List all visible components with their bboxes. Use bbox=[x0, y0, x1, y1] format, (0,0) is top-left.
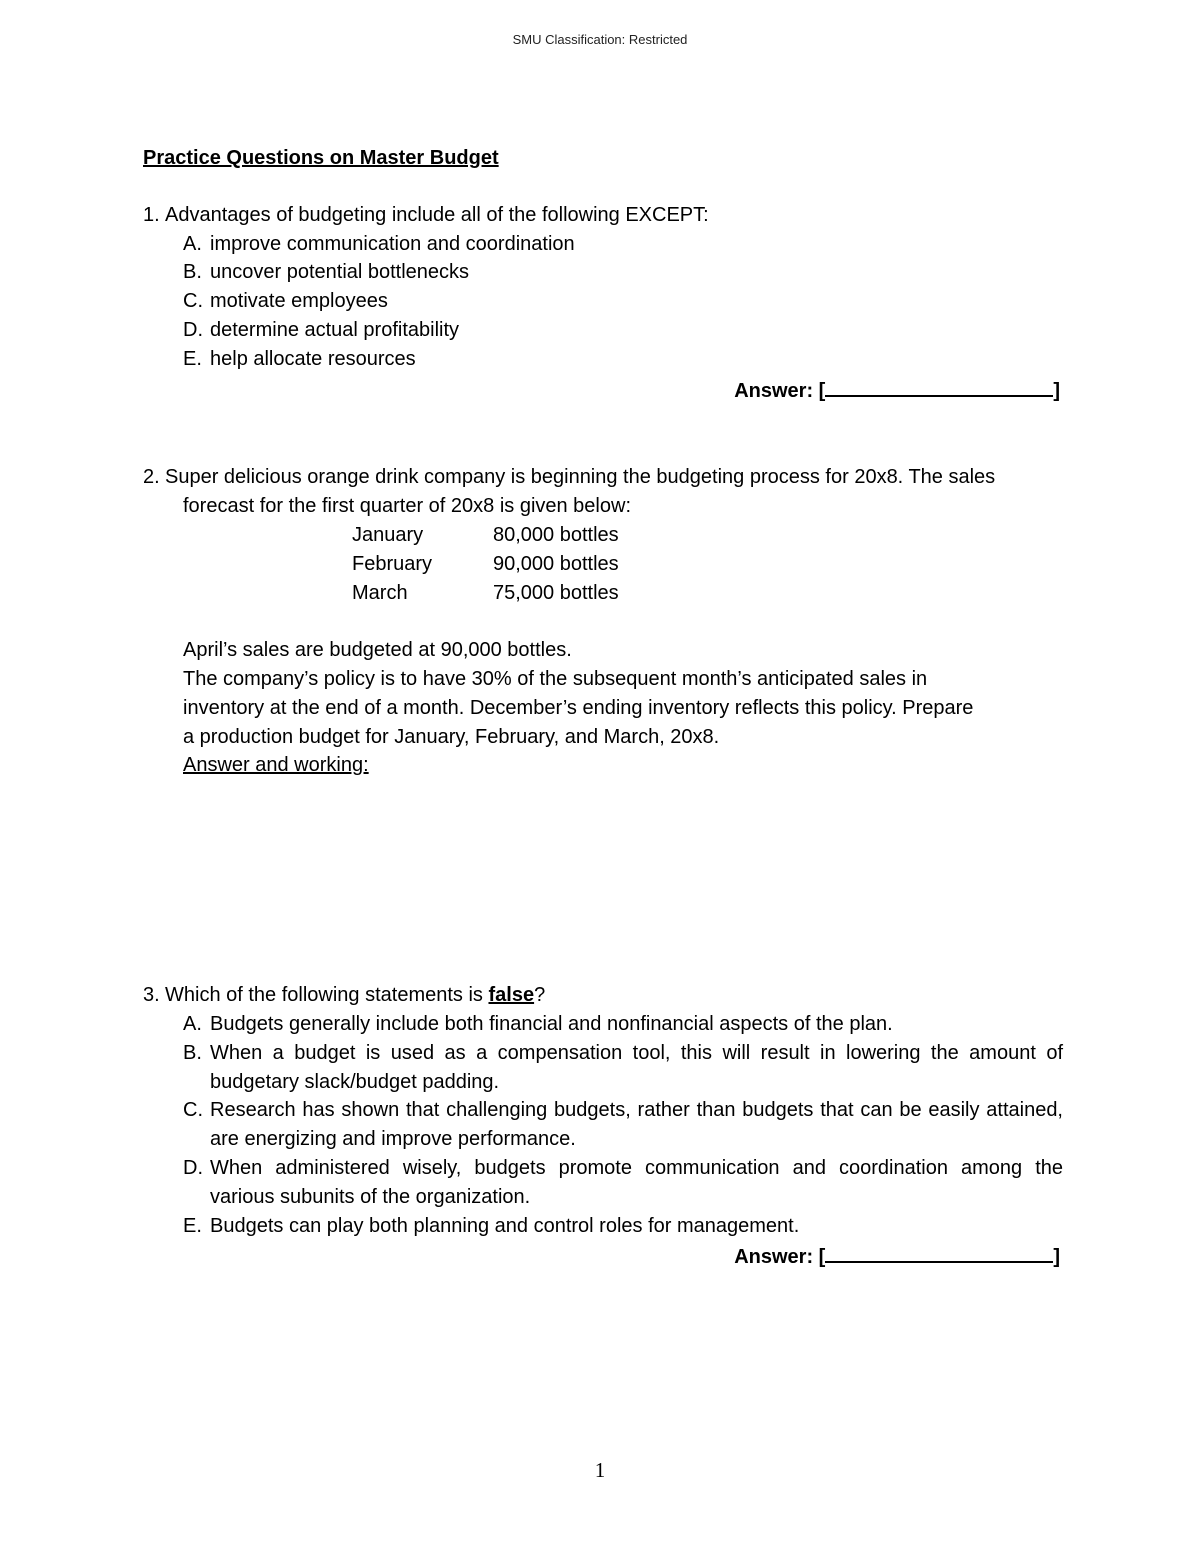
answer-blank[interactable] bbox=[825, 1240, 1053, 1263]
spacer bbox=[143, 607, 1063, 636]
page-number: 1 bbox=[594, 1458, 606, 1482]
question-text bbox=[165, 981, 1063, 1010]
option-text: motivate employees bbox=[210, 290, 388, 313]
table-row bbox=[352, 550, 619, 579]
classification-header: SMU Classification: Restricted bbox=[512, 32, 688, 47]
question-3-options bbox=[143, 1010, 1063, 1240]
option-letter: B. bbox=[183, 1041, 202, 1064]
option-a bbox=[143, 1010, 1063, 1039]
option-e bbox=[143, 1212, 1063, 1241]
month-cell: January bbox=[352, 523, 424, 546]
option-letter: D. bbox=[183, 1156, 203, 1179]
option-text: When administered wisely, budgets promote communication and coordination among the various subunits of the organization. bbox=[210, 1156, 1063, 1208]
option-letter: E. bbox=[183, 347, 202, 370]
table-row bbox=[352, 521, 619, 550]
question-2-paragraph-line: April’s sales are budgeted at 90,000 bottles. bbox=[183, 639, 572, 662]
answer-close: ] bbox=[1053, 379, 1060, 402]
option-text: help allocate resources bbox=[210, 347, 416, 370]
amount-cell: 80,000 bottles bbox=[493, 523, 619, 546]
question-2-paragraph-line: a production budget for January, February, and March, 20x8. bbox=[183, 725, 720, 748]
stem-before: Which of the following statements is bbox=[165, 984, 489, 1007]
option-d bbox=[143, 1154, 1063, 1212]
option-letter: B. bbox=[183, 261, 202, 284]
option-letter: A. bbox=[183, 232, 202, 255]
question-1-answer bbox=[143, 374, 1063, 406]
option-b bbox=[143, 258, 1063, 287]
option-text: improve communication and coordination bbox=[210, 232, 575, 255]
option-letter: A. bbox=[183, 1012, 202, 1035]
question-1 bbox=[143, 201, 1063, 406]
question-2-paragraph-line: The company’s policy is to have 30% of the subsequent month’s anticipated sales in bbox=[183, 667, 928, 690]
question-number: 1. bbox=[143, 203, 160, 226]
question-2-stem bbox=[143, 463, 1063, 492]
question-text: Super delicious orange drink company is beginning the budgeting process for 20x8. The sales bbox=[165, 466, 996, 489]
option-e bbox=[143, 345, 1063, 374]
answer-close: ] bbox=[1053, 1246, 1060, 1269]
amount-cell: 90,000 bottles bbox=[493, 552, 619, 575]
question-1-options bbox=[143, 230, 1063, 374]
sales-forecast-table bbox=[352, 521, 619, 607]
option-text: uncover potential bottlenecks bbox=[210, 261, 470, 284]
month-cell: February bbox=[352, 552, 433, 575]
option-b bbox=[143, 1039, 1063, 1097]
option-text: Budgets generally include both financial and nonfinancial aspects of the plan. bbox=[210, 1012, 893, 1035]
document-body bbox=[143, 144, 1063, 1272]
question-2-stem-continued: forecast for the first quarter of 20x8 is given below: bbox=[183, 495, 631, 518]
amount-cell: 75,000 bottles bbox=[493, 581, 619, 604]
option-letter: C. bbox=[183, 1099, 203, 1122]
question-text: Advantages of budgeting include all of the following EXCEPT: bbox=[165, 203, 709, 226]
answer-working-label bbox=[143, 751, 1063, 780]
question-number: 2. bbox=[143, 466, 160, 489]
option-text: Budgets can play both planning and control roles for management. bbox=[210, 1214, 800, 1237]
table-row bbox=[352, 579, 619, 608]
question-3-answer bbox=[143, 1240, 1063, 1272]
option-d bbox=[143, 316, 1063, 345]
month-cell: March bbox=[352, 581, 408, 604]
question-number: 3. bbox=[143, 984, 160, 1007]
option-c bbox=[143, 1096, 1063, 1154]
stem-after: ? bbox=[534, 984, 546, 1007]
option-text: When a budget is used as a compensation tool, this will result in lowering the amount of budgetary slack/budget padding. bbox=[210, 1041, 1063, 1093]
option-text: determine actual profitability bbox=[210, 318, 460, 341]
answer-working-text: Answer and working: bbox=[183, 754, 369, 777]
page-title: Practice Questions on Master Budget bbox=[143, 147, 499, 169]
answer-label: Answer: [ bbox=[734, 1246, 826, 1269]
option-c bbox=[143, 287, 1063, 316]
question-2-paragraph-line: inventory at the end of a month. December’s ending inventory reflects this policy. Prepare bbox=[183, 696, 974, 719]
answer-label: Answer: [ bbox=[734, 379, 826, 402]
question-2 bbox=[143, 463, 1063, 780]
question-3-stem bbox=[143, 981, 1063, 1010]
emphasis-false: false bbox=[488, 984, 535, 1007]
answer-blank[interactable] bbox=[825, 374, 1053, 397]
option-letter: E. bbox=[183, 1214, 202, 1237]
question-3 bbox=[143, 981, 1063, 1272]
option-letter: D. bbox=[183, 318, 203, 341]
question-1-stem bbox=[143, 201, 1063, 230]
option-a bbox=[143, 230, 1063, 259]
option-letter: C. bbox=[183, 290, 203, 313]
option-text: Research has shown that challenging budgets, rather than budgets that can be easily attained, are energizing and improve performance. bbox=[210, 1099, 1063, 1151]
